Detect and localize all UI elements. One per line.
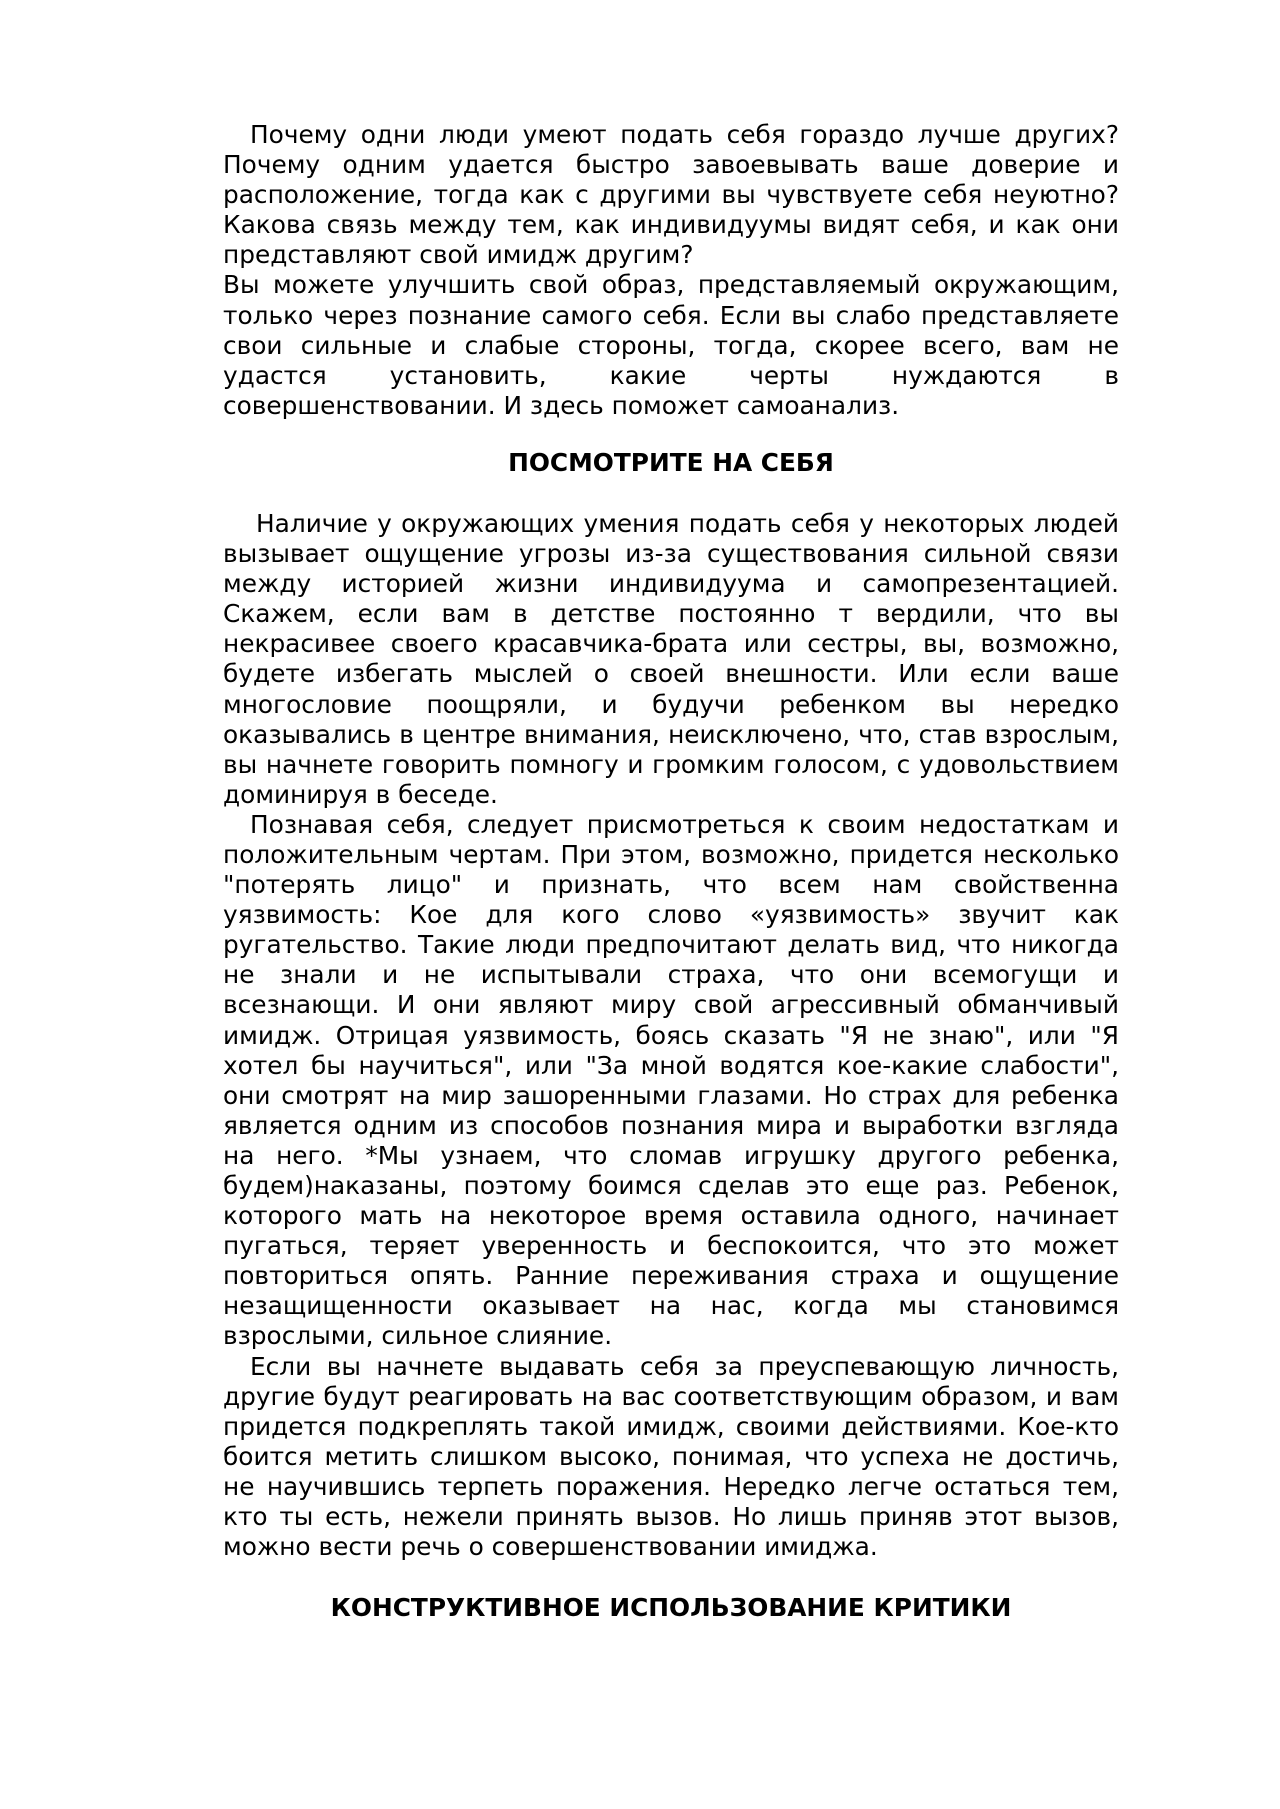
section-heading-look-at-yourself: ПОСМОТРИТЕ НА СЕБЯ [508, 447, 834, 477]
intro-paragraph-1: Почему одни люди умеют подать себя гораздо лучше других? Почему одним удается быстро завоевывать ваше доверие и расположение, тогда как с другими вы чувствуете себя неуютно? Какова связь между тем, как индивидуумы видят себя, и как они представляют свой имидж другим? [223, 120, 1119, 270]
section-1-paragraph-1: Наличие у окружающих умения подать себя у некоторых людей вызывает ощущение угрозы из-за существования сильной связи между историей жизни индивидуума и самопрезентацией. Скажем, если вам в детстве постоянно т вердили, что вы некрасивее своего красавчика-брата или сестры, вы, возможно, будете избегать мыслей о своей внешности. Или если ваше многословие поощряли, и будучи ребенком вы нередко оказывались в центре внимания, неисключено, что, став взрослым, вы начнете говорить помногу и громким голосом, с удовольствием доминируя в беседе. [223, 508, 1119, 809]
section-1-paragraph-2: Познавая себя, следует присмотреться к своим недостаткам и положительным чертам. При этом, возможно, придется несколько "потерять лицо" и признать, что всем нам свойственна уязвимость: Кое для кого слово «уязвимость» звучит как ругательство. Такие люди предпочитают делать вид, что никогда не знали и не испытывали страха, что они всемогущи и всезнающи. И они являют миру свой агрессивный обманчивый имидж. Отрицая уязвимость, боясь сказать "Я не знаю", или "Я хотел бы научиться", или "За мной водятся кое-какие слабости", они смотрят на мир зашоренными глазами. Но страх для ребенка является одним из способов познания мира и выработки взгляда на него. *Мы узнаем, что сломав игрушку другого ребенка, будем)наказаны, поэтому боимся сделав это еще раз. Ребенок, которого мать на некоторое время оставила одного, начинает пугаться, теряет уверенность и беспокоится, что это может повториться опять. Ранние переживания страха и ощущение незащищенности оказывает на нас, когда мы становимся взрослыми, сильное слияние. [223, 809, 1119, 1351]
document-page [223, 120, 1119, 1623]
section-heading-constructive-criticism: КОНСТРУКТИВНОЕ ИСПОЛЬЗОВАНИЕ КРИТИКИ [330, 1593, 1012, 1623]
intro-paragraph-2: Вы можете улучшить свой образ, представляемый окружающим, только через познание самого себя. Если вы слабо представляете свои сильные и слабые стороны, тогда, скорее всего, вам не удастся установить, какие черты нуждаются в совершенствовании. И здесь поможет самоанализ. [223, 270, 1119, 420]
section-1-paragraph-3: Если вы начнете выдавать себя за преуспевающую личность, другие будут реагировать на вас соответствующим образом, и вам придется подкреплять такой имидж, своими действиями. Кое-кто боится метить слишком высоко, понимая, что успеха не достичь, не научившись терпеть поражения. Нередко легче остаться тем, кто ты есть, нежели принять вызов. Но лишь приняв этот вызов, можно вести речь о совершенствовании имиджа. [223, 1351, 1119, 1562]
